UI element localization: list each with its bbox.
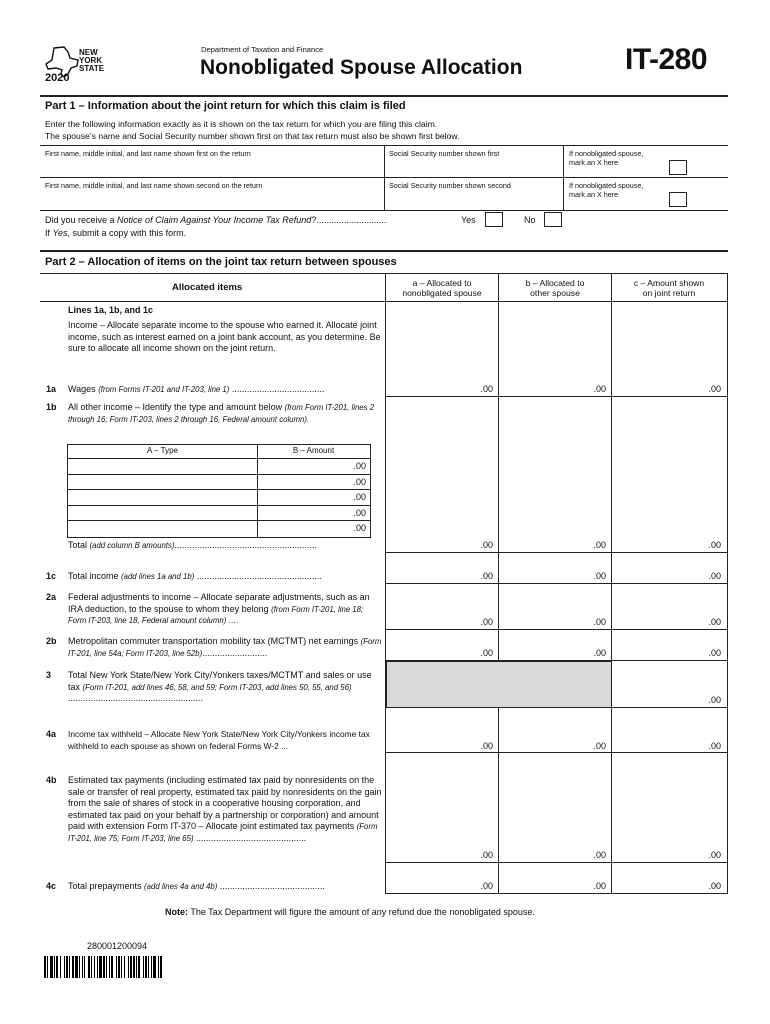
line-4c-number: 4c	[46, 881, 57, 891]
income-amount-5[interactable]: .00	[353, 523, 366, 533]
line-2a-text	[68, 592, 383, 627]
line-4b-label: Estimated tax payments (including estimated tax paid by nonresidents on the sale or transfer of real property, estimated tax paid by nonresidents on the gain from the sale of shares of stock in a cooperative housing corporation, and estimated tax paid on your behalf by a partnership or corporation) and amount paid with extension Form IT-370 – Allocate joint estimated tax payments	[68, 775, 382, 832]
line-1c-a-amount[interactable]: .00	[480, 571, 493, 581]
col-a-header-line1: a – Allocated to	[412, 278, 472, 288]
barcode-icon	[44, 956, 163, 978]
sub-row-rule-3	[67, 489, 371, 490]
line-3-number: 3	[46, 670, 52, 680]
line-1b-b-amount[interactable]: .00	[593, 540, 606, 550]
line-1a-b-amount[interactable]: .00	[593, 384, 606, 394]
if-yes-note	[45, 228, 186, 238]
first-mark-label-1: If nonobligated spouse,	[569, 149, 644, 158]
line-1c-ref: (add lines 1a and 1b)	[121, 572, 195, 581]
sub-row-rule-2	[67, 474, 371, 475]
part1-instruction-2: The spouse’s name and Social Security number shown first on that tax return must also be shown first below.	[45, 131, 460, 141]
notice-question	[45, 215, 386, 225]
tax-year: 2020	[45, 72, 70, 84]
barcode-number: 280001200094	[87, 941, 148, 951]
refund-note	[165, 907, 535, 917]
row-rule-1b	[385, 552, 728, 553]
sub-row-rule-4	[67, 505, 371, 506]
table-header-rule	[40, 301, 728, 302]
first-name-label: First name, middle initial, and last name shown first on the return	[45, 149, 251, 158]
line-4a-c-amount[interactable]: .00	[708, 741, 721, 751]
income-note: Income – Allocate separate income to the spouse who earned it. Allocate joint income, such as interest earned on a joint bank account, as you determine. Be sure to allocate all income shown on the joint return.	[68, 320, 381, 354]
line-1a-number: 1a	[46, 384, 57, 394]
part1-divider-2	[563, 145, 564, 210]
row-rule-4c	[385, 893, 728, 894]
part1-end-rule	[40, 250, 728, 252]
line-1c-b-amount[interactable]: .00	[593, 571, 606, 581]
first-spouse-name-field[interactable]	[45, 160, 381, 175]
line-1a-a-amount[interactable]: .00	[480, 384, 493, 394]
second-ssn-field[interactable]	[389, 192, 559, 207]
income-type-field-2[interactable]	[69, 476, 255, 488]
line-2a-label: Federal adjustments to income – Allocate separate adjustments, such as an IRA deduction, to the spouse to whom they belong	[68, 592, 370, 614]
line-2a-ref: (from Form IT-201, line 18; Form IT-203, line 18, Federal amount column) ….	[68, 604, 364, 626]
part1-heading: Part 1 – Information about the joint return for which this claim is filed	[45, 100, 406, 112]
line-1c-text	[68, 571, 383, 583]
line-3-dots: ......................................................	[68, 693, 204, 704]
col-c-header-line2: on joint return	[642, 288, 696, 298]
line-2b-a-amount[interactable]: .00	[480, 648, 493, 658]
second-name-label: First name, middle initial, and last name shown second on the return	[45, 181, 263, 190]
line-3-text	[68, 670, 383, 705]
line-1b-total-ref: (add column B amounts)	[89, 541, 175, 550]
header-rule	[40, 95, 728, 97]
line-4b-c-amount[interactable]: .00	[708, 850, 721, 860]
note-label: Note:	[165, 907, 188, 917]
income-type-field-1[interactable]	[69, 460, 255, 473]
income-amount-3[interactable]: .00	[353, 492, 366, 502]
line-2b-dots: ..........................	[202, 647, 268, 658]
part2-heading: Part 2 – Allocation of items on the joint tax return between spouses	[45, 256, 397, 268]
line-2a-b-amount[interactable]: .00	[593, 617, 606, 627]
line-4a-number: 4a	[46, 729, 57, 739]
note-text: The Tax Department will figure the amount of any refund due the nonobligated spouse.	[188, 907, 535, 917]
line-1b-a-amount[interactable]: .00	[480, 540, 493, 550]
second-spouse-checkbox[interactable]	[669, 192, 687, 207]
line-3-shaded-area	[386, 661, 612, 708]
line-2b-c-amount[interactable]: .00	[708, 648, 721, 658]
line-4b-text	[68, 775, 383, 845]
income-amount-1[interactable]: .00	[353, 461, 366, 471]
second-mark-label-2: mark an X here	[569, 190, 619, 199]
no-checkbox[interactable]	[544, 212, 562, 227]
row-rule-1a	[385, 396, 728, 397]
second-spouse-name-field[interactable]	[45, 192, 381, 207]
col-a-header	[387, 278, 497, 298]
income-type-field-5[interactable]	[69, 522, 255, 535]
second-mark-label-1: If nonobligated spouse,	[569, 181, 644, 190]
line-1c-label: Total income	[68, 571, 122, 581]
barcode-stripe	[162, 956, 163, 978]
line-4b-dots: ............................................	[193, 832, 307, 843]
income-type-field-4[interactable]	[69, 507, 255, 519]
notice-question-title: Notice of Claim Against Your Income Tax Refund	[117, 215, 312, 225]
line-4a-b-amount[interactable]: .00	[593, 741, 606, 751]
line-1b-text	[68, 402, 383, 425]
line-4a-a-amount[interactable]: .00	[480, 741, 493, 751]
line-1b-ref: (from Form IT-201, lines 2 through 16; Form IT-203, lines 2 through 16, Federal amount column).	[68, 403, 375, 424]
part1-divider-1	[384, 145, 385, 210]
if-yes-prefix: If	[45, 228, 53, 238]
line-3-c-amount[interactable]: .00	[708, 695, 721, 705]
line-4c-ref: (add lines 4a and 4b)	[144, 882, 218, 891]
line-1b-total-label: Total	[68, 540, 90, 550]
line-4a-text: Income tax withheld – Allocate New York State/New York City/Yonkers income tax withheld to each spouse as shown on federal Forms W-2 ...	[68, 729, 370, 751]
line-4b-b-amount[interactable]: .00	[593, 850, 606, 860]
sub-row-rule-5	[67, 520, 371, 521]
income-type-field-3[interactable]	[69, 491, 255, 504]
line-1b-total-dots: .........................................................	[174, 540, 317, 550]
line-1a-text	[68, 384, 383, 396]
form-number: IT-280	[625, 43, 708, 76]
logo-new: NEW	[79, 48, 98, 57]
yes-label: Yes	[461, 215, 476, 225]
line-4c-text	[68, 881, 383, 893]
line-4c-c-amount[interactable]: .00	[708, 881, 721, 891]
col-c-header-line1: c – Amount shown	[633, 278, 705, 288]
form-title: Nonobligated Spouse Allocation	[200, 56, 523, 79]
line-1b-total-text	[68, 540, 383, 552]
second-ssn-label: Social Security number shown second	[389, 181, 511, 190]
income-amount-2[interactable]: .00	[353, 477, 366, 487]
row-rule-4a	[385, 752, 728, 753]
line-1a-dots: .....................................	[229, 384, 325, 394]
sub-row-rule-1	[67, 458, 371, 459]
col-c-header	[613, 278, 725, 298]
line-2a-number: 2a	[46, 592, 57, 602]
line-3-ref: (Form IT-201, add lines 46, 58, and 59; Form IT-203, add lines 50, 55, and 56)	[82, 682, 352, 692]
line-1c-c-amount[interactable]: .00	[708, 571, 721, 581]
line-1a-c-amount[interactable]: .00	[708, 384, 721, 394]
table-top-rule	[40, 273, 728, 274]
line-2b-b-amount[interactable]: .00	[593, 648, 606, 658]
line-4c-dots: ..........................................	[217, 881, 325, 891]
line-3-label: Total New York State/New York City/Yonkers taxes/MCTMT and sales or use tax	[68, 670, 372, 692]
sub-col-amount: B – Amount	[292, 446, 335, 455]
line-4c-b-amount[interactable]: .00	[593, 881, 606, 891]
line-2b-text	[68, 636, 383, 659]
line-2b-ref: (Form IT-201, line 54a; Form IT-203, line 52b)	[68, 637, 382, 658]
logo-york: YORK	[79, 56, 103, 65]
first-mark-label-2: mark an X here	[569, 158, 619, 167]
notice-question-prefix: Did you receive a	[45, 215, 118, 225]
notice-question-dots: ?............................	[311, 215, 387, 225]
line-1b-label: All other income – Identify the type and amount below	[68, 402, 285, 412]
first-spouse-checkbox[interactable]	[669, 160, 687, 175]
line-1a-ref: (from Forms IT-201 and IT-203, line 1)	[98, 385, 230, 394]
col-a-header-line2: nonobligated spouse	[402, 288, 482, 298]
first-ssn-label: Social Security number shown first	[389, 149, 500, 158]
col-b-header	[500, 278, 610, 298]
first-ssn-field[interactable]	[389, 160, 559, 175]
row-rule-1c	[385, 583, 728, 584]
line-2b-number: 2b	[46, 636, 57, 646]
line-2a-a-amount[interactable]: .00	[480, 617, 493, 627]
line-1c-number: 1c	[46, 571, 57, 581]
col-b-header-line2: other spouse	[530, 288, 580, 298]
col-b-header-line1: b – Allocated to	[525, 278, 585, 288]
income-amount-4[interactable]: .00	[353, 508, 366, 518]
line-2a-c-amount[interactable]: .00	[708, 617, 721, 627]
line-4c-a-amount[interactable]: .00	[480, 881, 493, 891]
line-1a-label: Wages	[68, 384, 99, 394]
part1-instruction-1: Enter the following information exactly as it is shown on the tax return for which you are filing this claim.	[45, 119, 438, 129]
sub-col-type: A – Type	[147, 446, 178, 455]
col-allocated-items: Allocated items	[172, 282, 243, 293]
line-1b-c-amount[interactable]: .00	[708, 540, 721, 550]
line-4b-number: 4b	[46, 775, 57, 785]
line-4b-ref: (Form IT-201, line 75; Form IT-203, line 65)	[68, 822, 378, 843]
line-4b-a-amount[interactable]: .00	[480, 850, 493, 860]
line-1c-dots: ..................................................	[194, 571, 322, 581]
line-2b-label: Metropolitan commuter transportation mobility tax (MCTMT) net earnings	[68, 636, 361, 646]
row-rule-2a	[385, 629, 728, 630]
logo-state: STATE	[79, 64, 105, 73]
if-yes-italic: Yes,	[52, 228, 71, 238]
lines-heading: Lines 1a, 1b, and 1c	[68, 305, 154, 315]
line-1b-number: 1b	[46, 402, 57, 412]
part1-rule-bottom	[40, 210, 728, 211]
row-rule-4b	[385, 862, 728, 863]
department-name: Department of Taxation and Finance	[201, 45, 324, 54]
line-4c-label: Total prepayments	[68, 881, 145, 891]
yes-checkbox[interactable]	[485, 212, 503, 227]
if-yes-suffix: submit a copy with this form.	[70, 228, 187, 238]
no-label: No	[524, 215, 536, 225]
